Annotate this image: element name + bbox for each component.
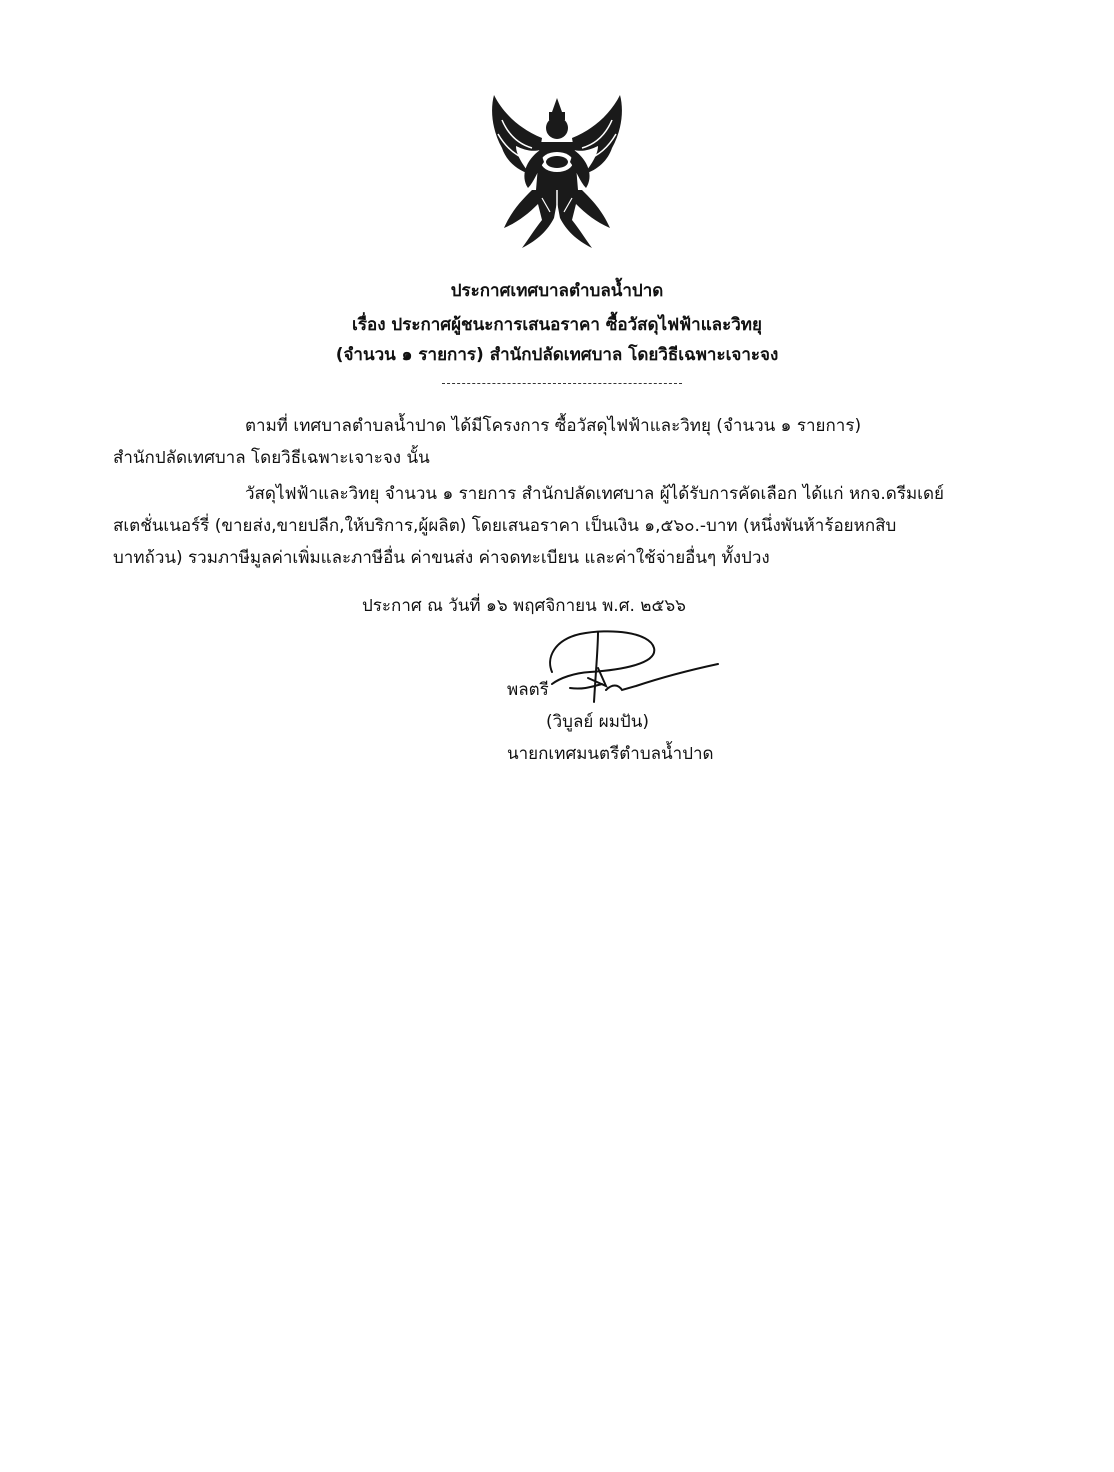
paragraph-2-line-1: วัสดุไฟฟ้าและวิทยุ จำนวน ๑ รายการ สำนักปลัดเทศบาล ผู้ได้รับการคัดเลือก ได้แก่ หกจ.ดรีมเดย์ [245,484,944,504]
signer-name: (วิบูลย์ ผมปัน) [546,712,649,732]
announcement-title: ประกาศเทศบาลตำบลน้ำปาด [450,281,664,301]
announcement-subject: เรื่อง ประกาศผู้ชนะการเสนอราคา ซื้อวัสดุไฟฟ้าและวิทยุ [352,315,762,335]
announcement-subject-cont: (จำนวน ๑ รายการ) สำนักปลัดเทศบาล โดยวิธีเฉพาะเจาะจง [335,345,779,365]
signer-rank: พลตรี [507,680,549,700]
garuda-emblem [482,90,632,250]
header-divider [442,383,682,384]
paragraph-1-line-2: สำนักปลัดเทศบาล โดยวิธีเฉพาะเจาะจง นั้น [113,448,430,468]
paragraph-1-line-1: ตามที่ เทศบาลตำบลน้ำปาด ได้มีโครงการ ซื้อวัสดุไฟฟ้าและวิทยุ (จำนวน ๑ รายการ) [245,416,862,436]
signer-position: นายกเทศมนตรีตำบลน้ำปาด [507,744,714,764]
paragraph-2-line-3: บาทถ้วน) รวมภาษีมูลค่าเพิ่มและภาษีอื่น ค่าขนส่ง ค่าจดทะเบียน และค่าใช้จ่ายอื่นๆ ทั้งปวง [113,548,770,568]
handwritten-signature [540,628,730,708]
announce-date: ประกาศ ณ วันที่ ๑๖ พฤศจิกายน พ.ศ. ๒๕๖๖ [362,596,686,616]
paragraph-2-line-2: สเตชั่นเนอร์รี่ (ขายส่ง,ขายปลีก,ให้บริการ,ผู้ผลิต) โดยเสนอราคา เป็นเงิน ๑,๕๖๐.-บาท (หนึ่งพันห้าร้อยหกสิบ [113,516,897,536]
